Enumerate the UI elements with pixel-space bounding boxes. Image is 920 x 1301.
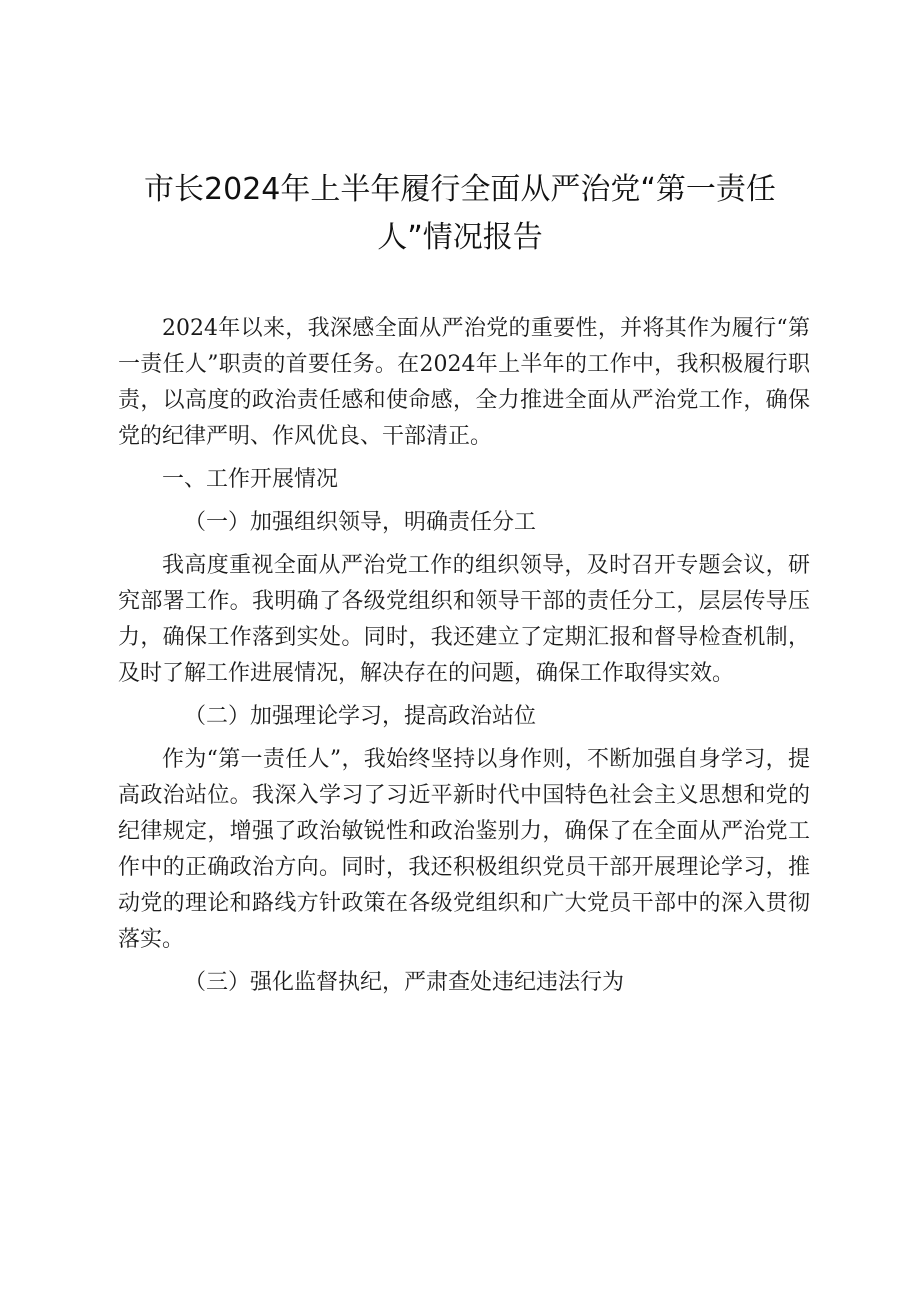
document-title: 市长2024年上半年履行全面从严治党“第一责任人”情况报告 xyxy=(144,172,776,255)
subsection-heading-2: （二）加强理论学习，提高政治站位 xyxy=(184,704,537,729)
document-body xyxy=(118,311,810,1008)
subsection-heading-1: （一）加强组织领导，明确责任分工 xyxy=(184,510,537,535)
subsection-paragraph-2: 作为“第一责任人”，我始终坚持以身作则，不断加强自身学习，提高政治站位。我深入学习了习近平新时代中国特色社会主义思想和党的纪律规定，增强了政治敏锐性和政治鉴别力，确保了在全面从严治党工作中的正确政治方向。同时，我还积极组织党员干部开展理论学习，推动党的理论和路线方针政策在各级党组织和广大党员干部中的深入贯彻落实。 xyxy=(118,747,810,952)
section-heading-1: 一、工作开展情况 xyxy=(162,467,339,492)
subsection-paragraph-1: 我高度重视全面从严治党工作的组织领导，及时召开专题会议，研究部署工作。我明确了各级党组织和领导干部的责任分工，层层传导压力，确保工作落到实处。同时，我还建立了定期汇报和督导检查机制，及时了解工作进展情况，解决存在的问题，确保工作取得实效。 xyxy=(118,553,810,686)
intro-paragraph: 2024年以来，我深感全面从严治党的重要性，并将其作为履行“第一责任人”职责的首要任务。在2024年上半年的工作中，我积极履行职责，以高度的政治责任感和使命感，全力推进全面从严治党工作，确保党的纪律严明、作风优良、干部清正。 xyxy=(118,316,810,449)
subsection-heading-3: （三）强化监督执纪，严肃查处违纪违法行为 xyxy=(184,970,625,995)
